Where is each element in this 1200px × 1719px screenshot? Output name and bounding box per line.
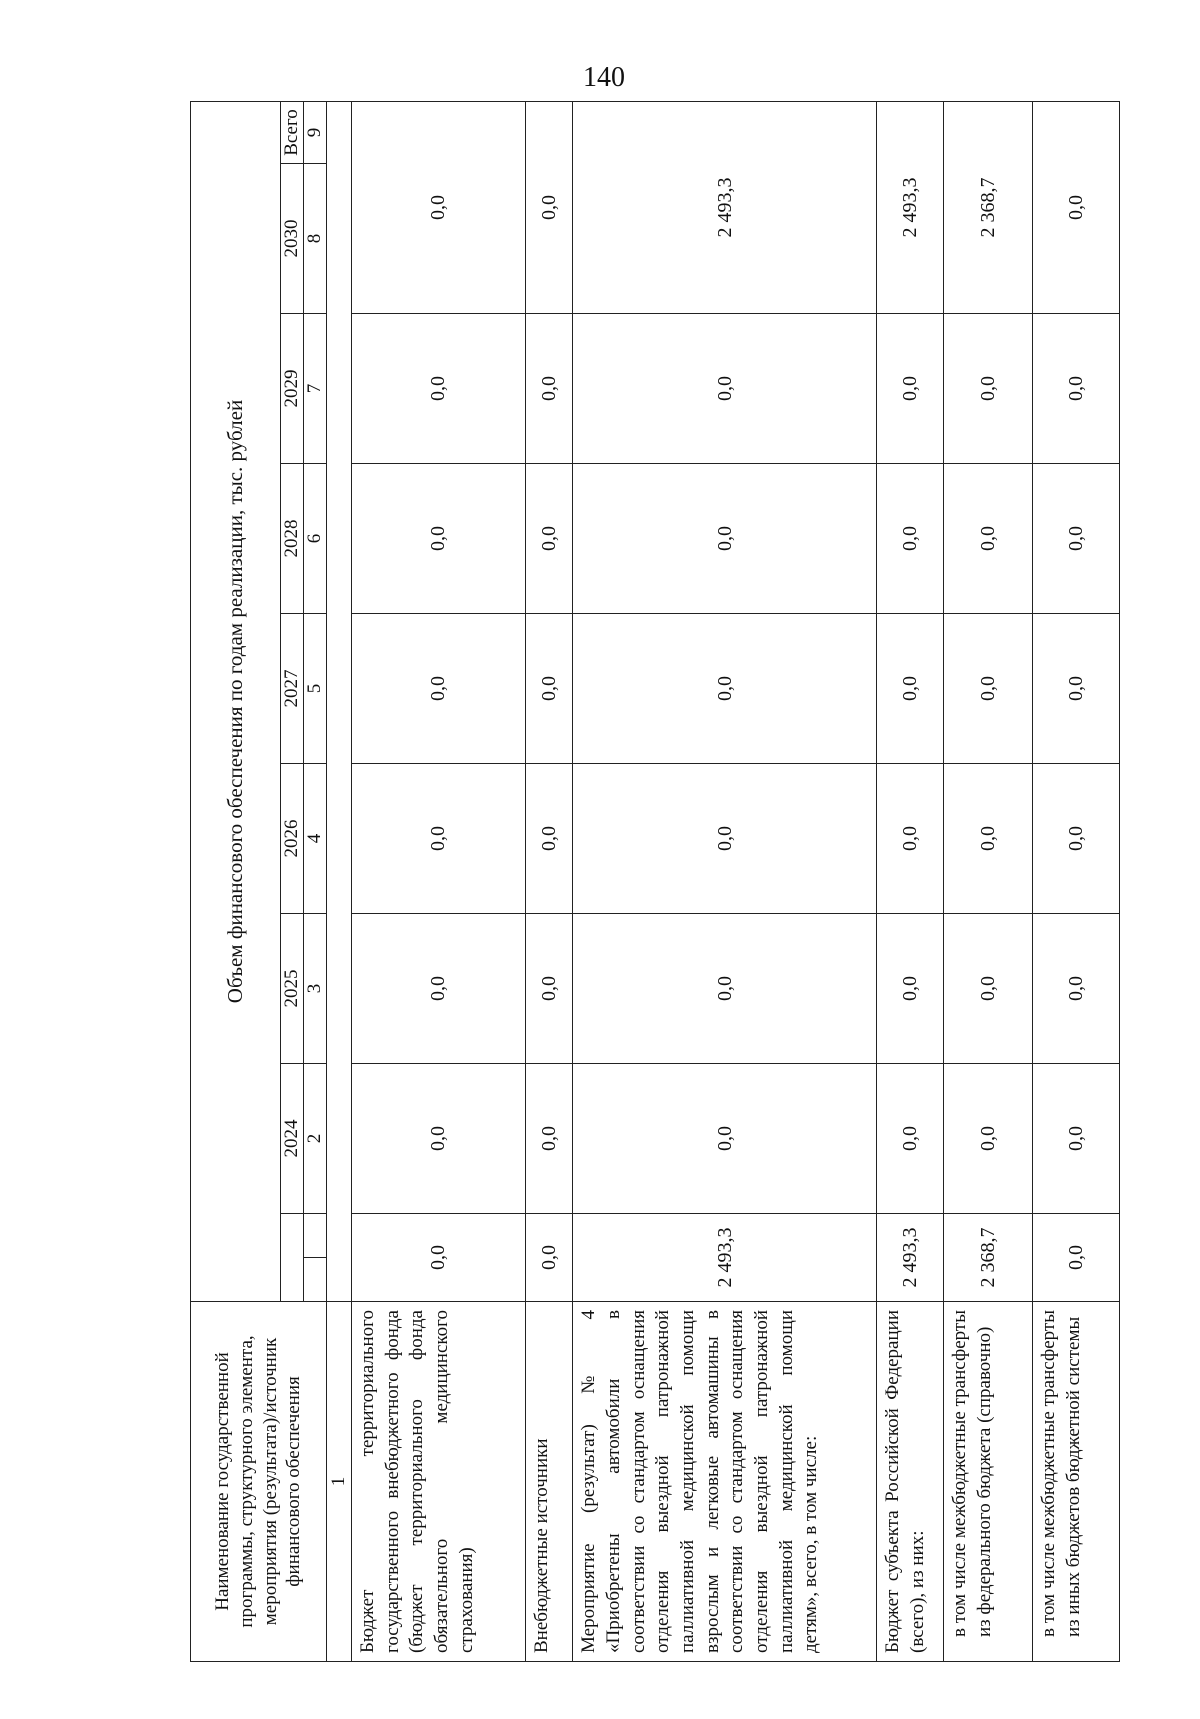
row-value: 2 493,3 [876,1214,943,1302]
row-name: в том числе межбюджетные трансферты из федерального бюджета (справочно) [944,1302,1033,1662]
row-name: Мероприятие (результат) № 4 «Приобретены автомобили в соответствии со стандартом оснащения отделения выездной патронажной паллиативной медицинской помощи взрослым и легковые автомашины в соответствии со стандартом оснащения отделения выездной патронажной паллиативной медицинской помощи детям», всего, в том числе: [573,1302,877,1662]
row-value: 0,0 [944,614,1033,764]
table-row [573,102,877,1662]
row-value: 0,0 [573,614,877,764]
row-value: 0,0 [1033,914,1120,1064]
row-value: 0,0 [351,764,525,914]
row-value-total: 2 493,3 [876,102,943,314]
header-row-group [191,102,281,1662]
header-group-title: Объем финансового обеспечения по годам реализации, тыс. рублей [191,102,281,1302]
row-value: 0,0 [351,614,525,764]
table-row [351,102,525,1662]
row-value: 0,0 [351,314,525,464]
row-value: 0,0 [1033,464,1120,614]
header-number: 5 [304,614,327,764]
header-year: 2024 [281,1064,304,1214]
financing-table [190,101,1120,1662]
row-value: 2 493,3 [573,1214,877,1302]
row-value: 0,0 [351,914,525,1064]
row-value: 0,0 [351,1064,525,1214]
row-value: 0,0 [944,314,1033,464]
row-value: 0,0 [573,464,877,614]
row-name: Бюджет территориального государственного внебюджетного фонда (бюджет территориального фонда обязательного медицинского страхования) [351,1302,525,1662]
header-year: 2030 [281,164,304,314]
row-value: 0,0 [944,914,1033,1064]
header-year: 2028 [281,464,304,614]
header-number: 3 [304,914,327,1064]
row-value: 0,0 [876,314,943,464]
header-number: 7 [304,314,327,464]
row-value-total: 2 368,7 [944,102,1033,314]
table-row [525,102,573,1662]
row-value: 0,0 [525,1214,573,1302]
row-value: 0,0 [351,1214,525,1302]
row-name: в том числе межбюджетные трансферты из иных бюджетов бюджетной системы [1033,1302,1120,1662]
header-name-column: Наименование государственной программы, структурного элемента, мероприятия (результата)/источник финансового обеспечения [191,1302,327,1662]
table-row [1033,102,1120,1662]
row-value: 2 368,7 [944,1214,1033,1302]
row-value: 0,0 [1033,1064,1120,1214]
row-value: 0,0 [876,614,943,764]
row-value: 0,0 [573,1064,877,1214]
table-row [876,102,943,1662]
row-value: 0,0 [944,1064,1033,1214]
page-number: 140 [583,62,625,93]
row-value: 0,0 [525,914,573,1064]
row-value: 0,0 [351,464,525,614]
row-value: 0,0 [525,464,573,614]
header-number: 1 [327,1302,352,1662]
header-number: 9 [304,102,327,164]
header-year: 2027 [281,614,304,764]
row-value: 0,0 [573,314,877,464]
header-number: 6 [304,464,327,614]
row-value: 0,0 [944,464,1033,614]
table-rotator [190,102,1120,1662]
row-value-total: 0,0 [1033,102,1120,314]
row-value: 0,0 [876,764,943,914]
row-value: 0,0 [1033,614,1120,764]
header-spacer [281,1214,304,1302]
row-value: 0,0 [573,764,877,914]
header-number: 4 [304,764,327,914]
header-year: 2026 [281,764,304,914]
header-year: 2025 [281,914,304,1064]
header-year: 2029 [281,314,304,464]
header-number [304,1258,327,1302]
row-value: 0,0 [876,1064,943,1214]
row-value: 0,0 [525,314,573,464]
row-value: 0,0 [1033,1214,1120,1302]
header-number: 2 [304,1064,327,1214]
header-year-total: Всего [281,102,304,164]
row-value: 0,0 [525,614,573,764]
header-number: 8 [304,164,327,314]
header-col1-spacer [327,102,352,1302]
row-value-total: 0,0 [525,102,573,314]
row-value: 0,0 [1033,764,1120,914]
row-value: 0,0 [525,764,573,914]
row-value: 0,0 [876,914,943,1064]
table-row [944,102,1033,1662]
header-number [304,1214,327,1258]
row-value: 0,0 [876,464,943,614]
row-value: 0,0 [573,914,877,1064]
header-row-col1 [327,102,352,1662]
row-value-total: 2 493,3 [573,102,877,314]
row-value: 0,0 [525,1064,573,1214]
row-value-total: 0,0 [351,102,525,314]
row-value: 0,0 [944,764,1033,914]
row-value: 0,0 [1033,314,1120,464]
row-name: Бюджет субъекта Российской Федерации (всего), из них: [876,1302,943,1662]
row-name: Внебюджетные источники [525,1302,573,1662]
